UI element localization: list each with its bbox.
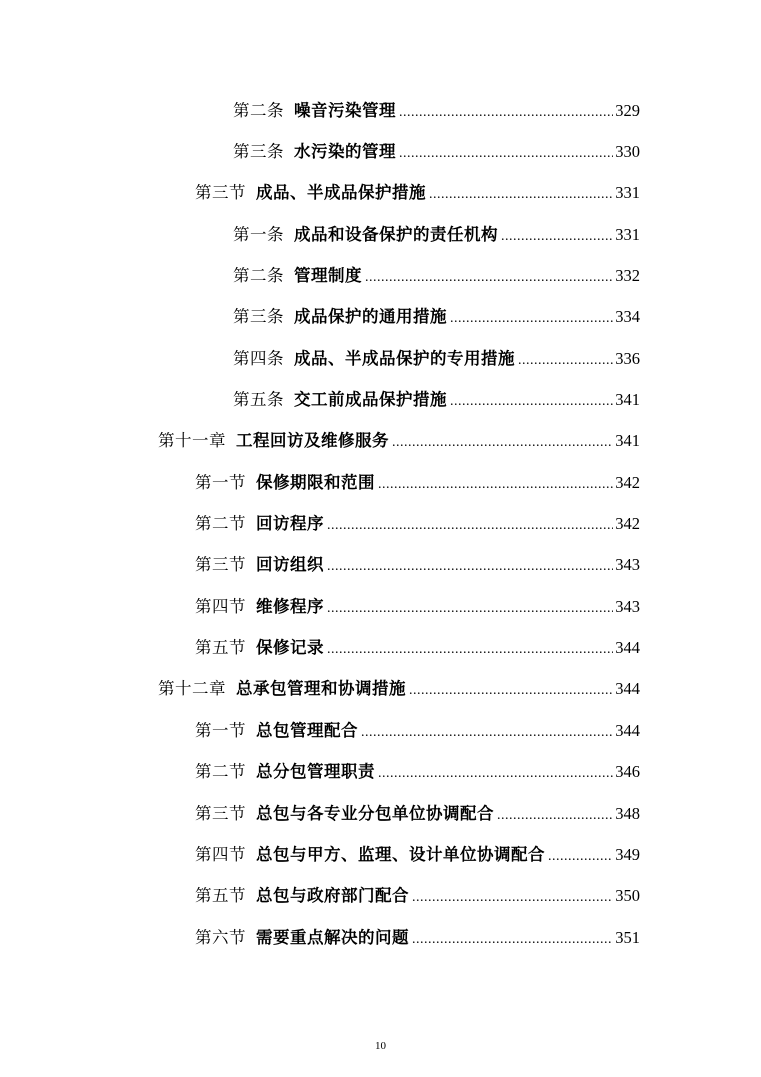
toc-entry-page: 342 (615, 472, 640, 492)
toc-entry-title: 总包与政府部门配合 (256, 886, 409, 906)
dot-leader (409, 684, 613, 698)
toc-entry[interactable] (0, 584, 761, 625)
toc-entry[interactable] (0, 88, 761, 129)
toc-entry[interactable] (0, 750, 761, 791)
toc-entry[interactable] (0, 915, 761, 956)
toc-entry-title: 回访程序 (256, 514, 324, 534)
toc-entry-title: 总包与各专业分包单位协调配合 (256, 803, 494, 823)
dot-leader (429, 188, 613, 202)
toc-entry-number: 第二条 (233, 266, 284, 286)
toc-entry-title: 保修记录 (256, 638, 324, 658)
toc-entry-number: 第五条 (233, 390, 284, 410)
toc-entry-number: 第五节 (195, 638, 246, 658)
toc-entry-title: 噪音污染管理 (294, 100, 396, 120)
dot-leader (497, 809, 613, 823)
toc-entry[interactable] (0, 708, 761, 749)
page-number: 10 (375, 1040, 386, 1052)
dot-leader (327, 519, 613, 533)
toc-entry[interactable] (0, 253, 761, 294)
toc-entry-page: 329 (615, 100, 640, 120)
toc-entry[interactable] (0, 295, 761, 336)
toc-entry-number: 第十二章 (158, 679, 226, 699)
dot-leader (399, 106, 613, 120)
dot-leader (365, 271, 613, 285)
toc-entry-number: 第三节 (195, 183, 246, 203)
dot-leader (412, 891, 613, 905)
toc-entry-title: 保修期限和范围 (256, 472, 375, 492)
toc-entry-title: 水污染的管理 (294, 142, 396, 162)
toc-entry-number: 第三条 (233, 142, 284, 162)
toc-entry-title: 成品、半成品保护的专用措施 (294, 348, 515, 368)
toc-entry-title: 工程回访及维修服务 (236, 431, 389, 451)
toc-entry-title: 成品保护的通用措施 (294, 307, 447, 327)
toc-entry-page: 341 (615, 390, 640, 410)
dot-leader (399, 147, 613, 161)
toc-entry-page: 348 (615, 803, 640, 823)
toc-entry-number: 第三节 (195, 555, 246, 575)
toc-entry[interactable] (0, 501, 761, 542)
toc-entry-page: 344 (615, 679, 640, 699)
toc-entry-page: 343 (615, 596, 640, 616)
toc-entry-title: 成品、半成品保护措施 (256, 183, 426, 203)
toc-entry-page: 341 (615, 431, 640, 451)
toc-entry-page: 336 (615, 348, 640, 368)
toc-entry[interactable] (0, 791, 761, 832)
toc-entry-page: 346 (615, 762, 640, 782)
toc-entry-page: 342 (615, 514, 640, 534)
dot-leader (378, 767, 613, 781)
dot-leader (361, 726, 613, 740)
toc-entry[interactable] (0, 419, 761, 460)
dot-leader (450, 312, 613, 326)
toc-entry-title: 需要重点解决的问题 (256, 927, 409, 947)
toc-entry-number: 第十一章 (158, 431, 226, 451)
toc-entry-title: 回访组织 (256, 555, 324, 575)
toc-entry[interactable] (0, 874, 761, 915)
toc-entry-number: 第四条 (233, 348, 284, 368)
toc-entry[interactable] (0, 336, 761, 377)
toc-entry-page: 349 (615, 844, 640, 864)
toc-entry-title: 总承包管理和协调措施 (236, 679, 406, 699)
toc-entry-number: 第三条 (233, 307, 284, 327)
dot-leader (327, 643, 613, 657)
toc-entry-number: 第六节 (195, 927, 246, 947)
dot-leader (392, 436, 613, 450)
toc-entry-page: 344 (615, 720, 640, 740)
toc-entry-number: 第一节 (195, 720, 246, 740)
toc-entry-title: 维修程序 (256, 596, 324, 616)
toc-entry-page: 343 (615, 555, 640, 575)
dot-leader (327, 602, 613, 616)
toc-entry[interactable] (0, 667, 761, 708)
toc-entry-title: 总分包管理职责 (256, 762, 375, 782)
toc-entry-page: 331 (615, 183, 640, 203)
toc-entry-title: 成品和设备保护的责任机构 (294, 224, 498, 244)
toc-entry-number: 第四节 (195, 596, 246, 616)
toc-entry-number: 第三节 (195, 803, 246, 823)
toc-entry-page: 350 (615, 886, 640, 906)
toc-entry-page: 334 (615, 307, 640, 327)
dot-leader (450, 395, 613, 409)
toc-entry-title: 总包与甲方、监理、设计单位协调配合 (256, 844, 545, 864)
toc-entry-page: 330 (615, 142, 640, 162)
toc-entry-number: 第五节 (195, 886, 246, 906)
toc-entry[interactable] (0, 543, 761, 584)
toc-entry[interactable] (0, 171, 761, 212)
toc-entry-number: 第二条 (233, 100, 284, 120)
toc-entry-title: 交工前成品保护措施 (294, 390, 447, 410)
dot-leader (518, 354, 613, 368)
dot-leader (501, 230, 613, 244)
toc-entry[interactable] (0, 129, 761, 170)
toc-entry[interactable] (0, 460, 761, 501)
toc-entry-number: 第四节 (195, 844, 246, 864)
toc-entry-number: 第一节 (195, 472, 246, 492)
toc-entry[interactable] (0, 212, 761, 253)
toc-entry-title: 管理制度 (294, 266, 362, 286)
toc-entry-number: 第二节 (195, 762, 246, 782)
dot-leader (327, 560, 613, 574)
dot-leader (548, 850, 613, 864)
dot-leader (378, 478, 613, 492)
toc-entry-page: 332 (615, 266, 640, 286)
toc-entry[interactable] (0, 377, 761, 418)
toc-entry-title: 总包管理配合 (256, 720, 358, 740)
toc-entry-number: 第二节 (195, 514, 246, 534)
toc-entry-page: 344 (615, 638, 640, 658)
toc-entry-page: 351 (615, 927, 640, 947)
table-of-contents (0, 88, 761, 956)
dot-leader (412, 933, 613, 947)
toc-entry[interactable] (0, 625, 761, 666)
toc-entry-page: 331 (615, 224, 640, 244)
toc-entry[interactable] (0, 832, 761, 873)
toc-entry-number: 第一条 (233, 224, 284, 244)
